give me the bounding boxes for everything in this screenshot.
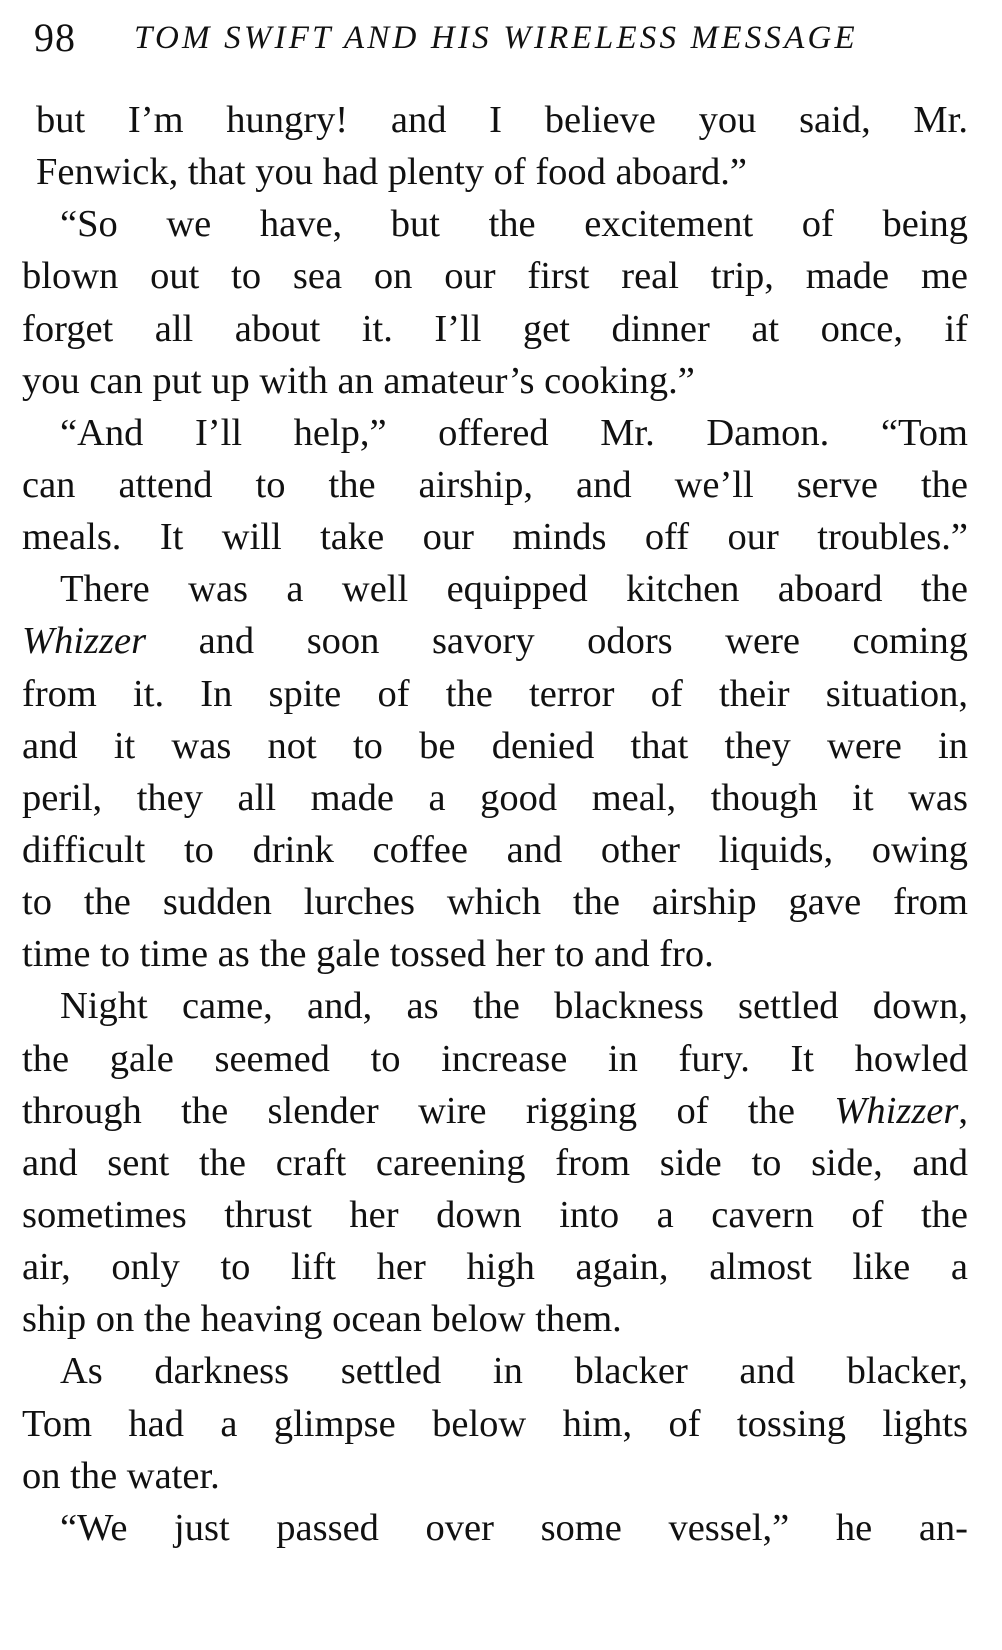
text-line: to the sudden lurches which the airship gave from [22, 881, 968, 924]
text-line: can attend to the airship, and we’ll serve the [22, 463, 968, 506]
text-line: air, only to lift her high again, almost like a [22, 1246, 968, 1289]
text-line: forget all about it. I’ll get dinner at once, if [22, 307, 968, 350]
text-line: “So we have, but the excitement of being [60, 203, 968, 246]
text-line: from it. In spite of the terror of their situation, [22, 672, 968, 715]
text-line: ship on the heaving ocean below them. [22, 1298, 622, 1341]
text-line: “And I’ll help,” offered Mr. Damon. “Tom [60, 411, 968, 454]
text-line [22, 1085, 968, 1137]
text-line: on the water. [22, 1454, 220, 1497]
text-line: the gale seemed to increase in fury. It howled [22, 1037, 968, 1080]
text-line: “We just passed over some vessel,” he an- [60, 1506, 968, 1549]
text-fragment: through the slender wire rigging of the [22, 1089, 835, 1132]
page-number: 98 [34, 15, 76, 60]
text-line: and it was not to be denied that they were in [22, 724, 968, 767]
text-line: Night came, and, as the blackness settled down, [60, 985, 968, 1028]
text-line: Tom had a glimpse below him, of tossing lights [22, 1402, 968, 1445]
text-line: time to time as the gale tossed her to and fro. [22, 933, 714, 976]
text-line: difficult to drink coffee and other liquids, owing [22, 828, 968, 871]
text-line: There was a well equipped kitchen aboard the [60, 568, 968, 611]
text-line: As darkness settled in blacker and blacker, [60, 1350, 968, 1393]
body-text [22, 94, 968, 1554]
text-line: blown out to sea on our first real trip, made me [22, 255, 968, 298]
text-line: and sent the craft careening from side to side, and [22, 1141, 968, 1184]
text-line [22, 615, 968, 667]
text-line: but I’m hungry! and I believe you said, Mr. [36, 99, 968, 141]
text-line: you can put up with an amateur’s cooking.” [22, 359, 695, 402]
ship-name: Whizzer [834, 1089, 959, 1132]
text-line: Fenwick, that you had plenty of food aboard.” [36, 151, 747, 194]
ship-name: Whizzer [22, 620, 147, 663]
text-fragment: and soon savory odors were coming [146, 620, 968, 663]
book-title: TOM SWIFT AND HIS WIRELESS MESSAGE [134, 20, 858, 56]
text-fragment: , [958, 1089, 968, 1132]
text-line: peril, they all made a good meal, though it was [22, 776, 968, 819]
text-line: meals. It will take our minds off our troubles.” [22, 516, 968, 559]
text-line: sometimes thrust her down into a cavern of the [22, 1193, 968, 1236]
running-head [34, 14, 984, 62]
